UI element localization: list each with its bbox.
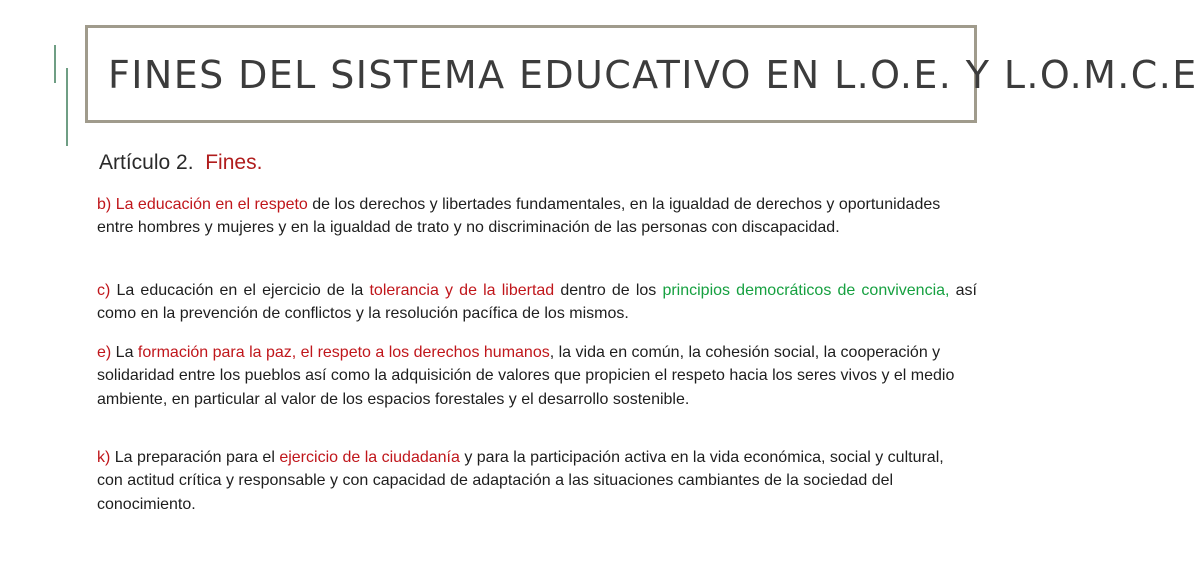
paragraph-c-letter: c) xyxy=(97,282,111,299)
article-number: Artículo 2. xyxy=(99,151,194,174)
paragraph-e xyxy=(97,341,977,411)
accent-line-right xyxy=(66,68,68,146)
paragraph-c-text-1: La educación en el ejercicio de la xyxy=(110,282,370,299)
paragraph-e-letter: e) xyxy=(97,344,112,361)
paragraph-c-text-3: así como en la prevención de conflictos y la resolución pacífica de los mismos. xyxy=(97,282,977,323)
accent-line-left xyxy=(54,45,56,83)
paragraph-b xyxy=(97,193,967,240)
paragraph-e-highlight: formación para la paz, el respeto a los derechos humanos xyxy=(137,344,550,361)
paragraph-b-letter: b) xyxy=(97,196,112,213)
paragraph-e-text-2: , la vida en común, la cohesión social, la cooperación y solidaridad entre los pueblos así como la adquisición de valores que propicien el respeto hacia los seres vivos y el medio ambiente, en particular al valor de los espacios forestales y el desarrollo sostenible. xyxy=(97,344,955,408)
paragraph-c xyxy=(97,279,977,326)
paragraph-e-text-1: La xyxy=(111,344,138,361)
paragraph-b-highlight: La educación en el respeto xyxy=(115,196,308,213)
title-frame xyxy=(85,25,1198,123)
paragraph-k-text-1: La preparación para el xyxy=(110,449,280,466)
paragraph-k xyxy=(97,446,967,516)
article-heading xyxy=(99,150,262,176)
paragraph-c-highlight-red: tolerancia y de la libertad xyxy=(369,282,555,299)
paragraph-k-letter: k) xyxy=(97,449,111,466)
paragraph-c-highlight-green: principios democráticos de convivencia, xyxy=(662,282,950,299)
paragraph-k-text-2: y para la participación activa en la vida económica, social y cultural, con actitud crítica y responsable y con capacidad de adaptación a las situaciones cambiantes de la sociedad del conocimiento. xyxy=(97,449,944,513)
article-label: Fines. xyxy=(205,151,263,174)
paragraph-k-highlight: ejercicio de la ciudadanía xyxy=(279,449,460,466)
slide-title: FINES DEL SISTEMA EDUCATIVO EN L.O.E. Y L.O.M.C.E xyxy=(108,53,1198,97)
paragraph-b-text: de los derechos y libertades fundamentales, en la igualdad de derechos y oportunidades entre hombres y mujeres y en la igualdad de trato y no discriminación de las personas con discapacidad. xyxy=(97,196,941,237)
paragraph-c-text-2: dentro de los xyxy=(554,282,663,299)
